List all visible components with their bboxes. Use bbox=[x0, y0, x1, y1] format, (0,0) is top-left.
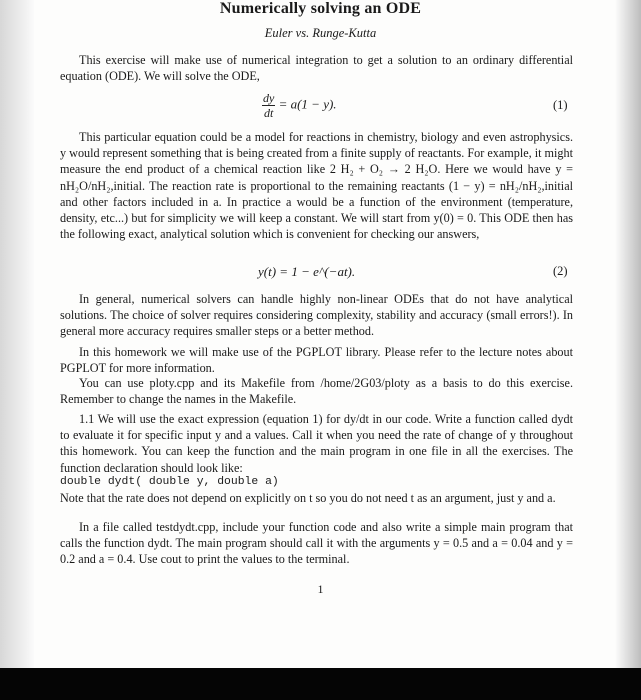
paragraph-pgplot: In this homework we will make use of the PGPLOT library. Please refer to the lecture notes about PGPLOT for more information. bbox=[60, 345, 573, 376]
equation-2-number: (2) bbox=[553, 264, 568, 278]
paragraph-exercise-1-1: 1.1 We will use the exact expression (equation 1) for dy/dt in our code. Write a function called dydt to evaluate it for specific input y and a values. Call it when you need the rate of change of y throughout this homework. You can keep the function and the main program in one file in all the exercises. The function declaration should look like: bbox=[60, 412, 573, 475]
equation-2: y(t) = 1 − e^(−at). bbox=[258, 264, 356, 279]
equation-1-number: (1) bbox=[553, 98, 568, 112]
paragraph-ploty: You can use ploty.cpp and its Makefile from /home/2G03/ploty as a basis to do this exercise. Remember to change the names in the Makefile. bbox=[60, 376, 573, 407]
equation-1-rhs: = a(1 − y). bbox=[278, 96, 337, 112]
paragraph-testdydt: In a file called testdydt.cpp, include your function code and also write a simple main program that calls the function dydt. The main program should call it with the arguments y = 0.5 and a = 0.04 and y = 0.2 and a = 0.4. Use cout to print the values to the terminal. bbox=[60, 520, 573, 567]
page-number: 1 bbox=[317, 582, 324, 596]
equation-1 bbox=[262, 91, 337, 120]
paragraph-rate-note: Note that the rate does not depend on explicitly on t so you do not need t as an argument, just y and a. bbox=[60, 491, 556, 505]
code-function-declaration: double dydt( double y, double a) bbox=[60, 476, 279, 488]
document-subtitle: Euler vs. Runge-Kutta bbox=[264, 26, 377, 40]
intro-paragraph: This exercise will make use of numerical integration to get a solution to an ordinary differential equation (ODE). We will solve the ODE, bbox=[60, 53, 573, 84]
document-title: Numerically solving an ODE bbox=[219, 0, 422, 17]
paragraph-model-description: This particular equation could be a model for reactions in chemistry, biology and even astrophysics. y would represent something that is being created from a finite supply of reactants. For example, it might measure the end product of a chemical reaction like 2 H₂ + O₂ → 2 H₂O. Here we would have y = nH₂O/nH₂,initial. The reaction rate is proportional to the remaining reactants (1 − y) = nH₂/nH₂,initial and other factors included in a. In practice a would be a function of the environment (temperature, density, etc...) but for simplicity we will keep a constant. We will start from y(0) = 0. This ODE then has the following exact, analytical solution which is convenient for checking our answers, bbox=[60, 130, 573, 242]
paragraph-numerical-solvers: In general, numerical solvers can handle highly non-linear ODEs that do not have analytical solutions. The choice of solver requires considering complexity, stability and accuracy (small errors!). In general more accuracy requires smaller steps or a better method. bbox=[60, 292, 573, 339]
screen-bottom-bar bbox=[0, 668, 641, 700]
equation-1-lhs: $\frac{dy}{dt}$ bbox=[263, 91, 275, 120]
